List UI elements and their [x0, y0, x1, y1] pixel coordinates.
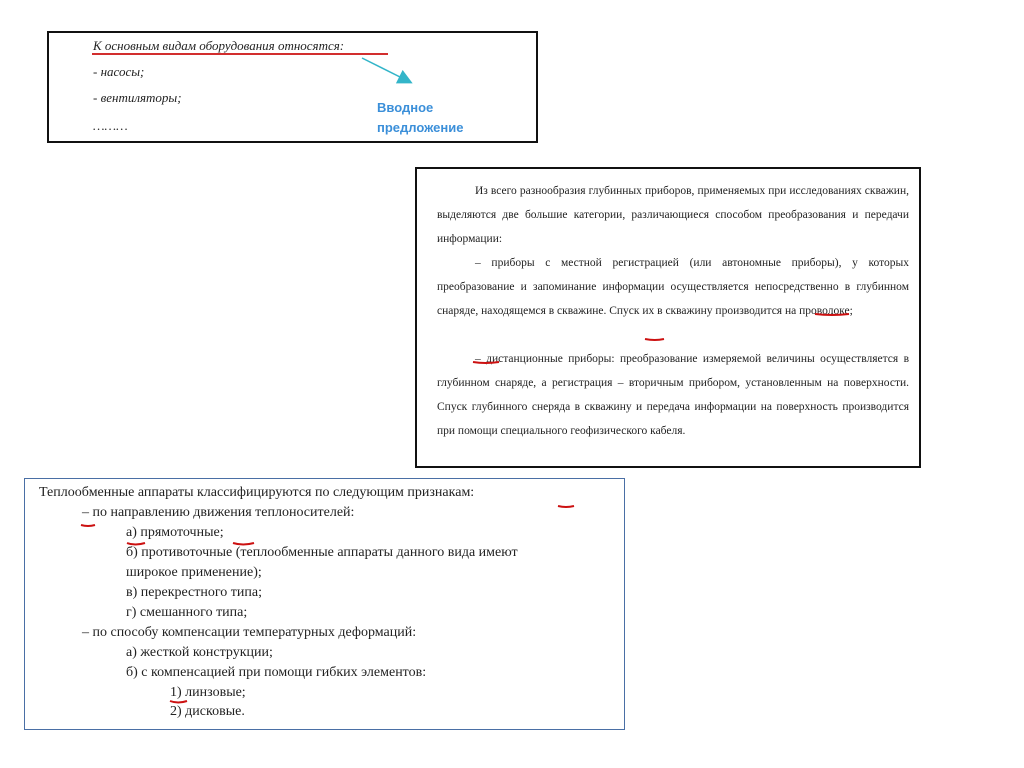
- group-1-item-b-line-1: б) противоточные (теплообменные аппараты данного вида имеют: [126, 545, 518, 560]
- group-1-item-c: в) перекрестного типа;: [126, 585, 262, 600]
- group-2-subitem-1: 1) линзовые;: [170, 685, 246, 700]
- paragraph-item-2: – дистанционные приборы: преобразование измеряемой величины осуществляется в глубинном снаряде, а регистрация – вторичным прибором, установленным на поверхности. Спуск глубинного снеряда в скважину и передача информации на поверхность производится при помощи специального геофизического кабеля.: [437, 353, 909, 437]
- group-1-heading: – по направлению движения теплоносителей:: [82, 505, 355, 520]
- example-box-instruments: [415, 167, 921, 468]
- example-box-heat-exchangers: [24, 478, 625, 730]
- paragraph-intro: Из всего разнообразия глубинных приборов, применяемых при исследованиях скважин, выделяются две большие категории, различающиеся способом преобразования и передачи информации:: [437, 185, 909, 245]
- group-2-item-a: а) жесткой конструкции;: [126, 645, 273, 660]
- annotation-line-2: предложение: [377, 120, 464, 135]
- annotation-label: [377, 98, 463, 138]
- group-1-item-a: а) прямоточные;: [126, 525, 224, 540]
- paragraph-item-1: – приборы с местной регистрацией (или автономные приборы), у которых преобразование и запоминание информации осуществляется непосредственно в глубинном снаряде, находящемся в скважине. Спуск их в скважину производится на проволоке;: [437, 257, 909, 317]
- example-box-equipment: [47, 31, 538, 143]
- group-2-heading: – по способу компенсации температурных деформаций:: [82, 625, 417, 640]
- heat-exchangers-heading: Теплообменные аппараты классифицируются по следующим признакам:: [39, 485, 475, 500]
- list-item-ellipsis: ………: [93, 118, 128, 133]
- group-1-item-d: г) смешанного типа;: [126, 605, 248, 620]
- group-2-subitem-2: 2) дисковые.: [170, 704, 245, 719]
- annotation-line-1: Вводное: [377, 100, 434, 115]
- list-item-fans: - вентиляторы;: [93, 90, 182, 105]
- list-item-pumps: - насосы;: [93, 64, 145, 79]
- group-2-item-b: б) с компенсацией при помощи гибких элементов:: [126, 665, 427, 680]
- equipment-heading: К основным видам оборудования относятся:: [93, 38, 345, 53]
- group-1-item-b-line-2: широкое применение);: [126, 565, 262, 580]
